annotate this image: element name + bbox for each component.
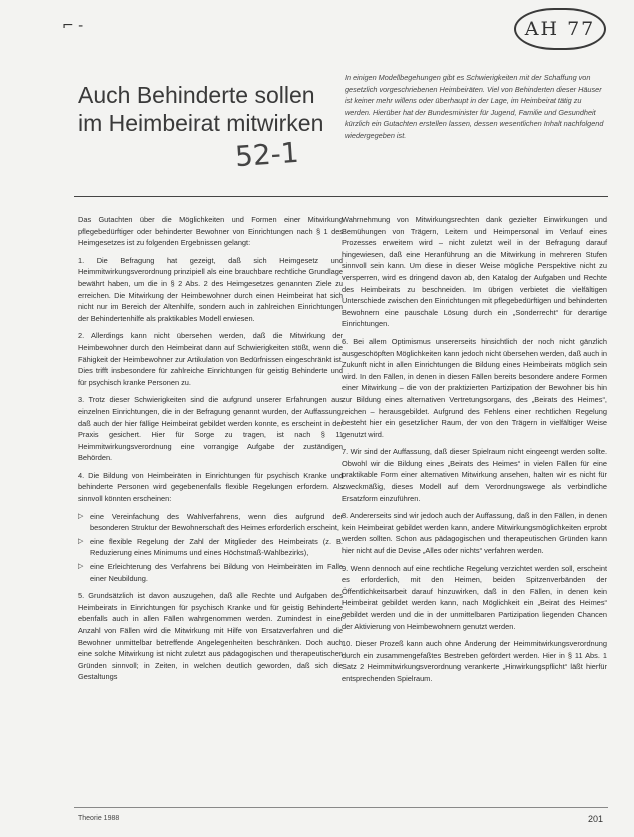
bottom-divider [74,807,608,808]
left-paragraph-2: 1. Die Befragung hat gezeigt, daß sich Heimgesetz und Heimmitwirkungsverordnung prinzipiell als eine brauchbare rechtliche Grundlage bewährt haben, um die in § 2 Abs. 2 des Heimgesetzes genannten Ziele zu erreichen. Die Mitwirkung der Heimbewohner durch einen Heimbeirat hat sich nicht nur im Bereich der Altenhilfe, sondern auch in zahlreichen Einrichtungen der Behindertenhilfe als praktikables Modell erwiesen. [78,255,343,323]
list-item: ▷ eine Vereinfachung des Wahlverfahrens, wenn dies aufgrund der besonderen Struktur der Bewohnerschaft des Heimes erforderlich erscheint, [78,511,343,534]
left-paragraph-4: 3. Trotz dieser Schwierigkeiten sind die aufgrund unserer Erfahrungen aus einzelnen Einrichtungen, die in der Befragung genannt wurden, der Auffassung, daß auch der hier fällige Heimbeirat gebildet werden konnte, es erscheint in der Praxis gesichert. Hier für Sorge zu tragen, ist nach § 11 Heimmitwirkungsverordnung eine vorrangige Aufgabe der zuständigen Behörden. [78,395,343,463]
right-column [342,214,607,691]
handwritten-note: 52-1 [233,135,300,174]
top-divider [74,196,608,197]
right-paragraph-5: 9. Wenn dennoch auf eine rechtliche Regelung verzichtet werden soll, erscheint es erforderlich, mit den Heimen, beiden Spitzenverbänden der Öffentlichkeitsarbeit darauf hinzuwirken, daß in den Fällen, in denen kein Heimbeirat gebildet werden kann, nach Möglichkeit ein „Beirat des Heimes“ gebildet werden und die in der unmittelbaren Partizipation liegenden Chancen der Aktivierung von Heimbewohnern genutzt werden. [342,563,607,631]
left-paragraph-3: 2. Allerdings kann nicht übersehen werden, daß die Mitwirkung der Heimbewohner durch den Heimbeirat dann auf Schwierigkeiten stößt, wenn die Fähigkeit der Heimbewohner zur Artikulation von Bedürfnissen eingeschränkt ist. Dies trifft insbesondere für zahlreiche Einrichtungen für geistig Behinderte und für psychisch kranke Personen zu. [78,331,343,387]
page-number: 201 [588,814,604,824]
left-paragraph-5: 4. Die Bildung von Heimbeiräten in Einrichtungen für psychisch Kranke und behinderte Personen wird gegebenenfalls flexible Regelungen erfordern. Als sinnvoll könnten erscheinen: [78,470,343,504]
archive-stamp: AH 77 [514,8,606,50]
article-title: Auch Behinderte sollen im Heimbeirat mitwirken [78,82,324,137]
left-paragraph-1: Das Gutachten über die Möglichkeiten und Formen einer Mitwirkung pflegebedürftiger oder behinderter Bewohner von Einrichtungen nach § 1 des Heimgesetzes ist zu folgenden Ergebnissen gelangt: [78,215,343,248]
left-column [78,214,343,689]
list-item: ▷ eine flexible Regelung der Zahl der Mitglieder des Heimbeirats (z. B. Reduzierung eines Minimums und eines Höchstmaß-Wahlbezirks), [78,536,343,559]
right-paragraph-3: 7. Wir sind der Auffassung, daß dieser Spielraum nicht eingeengt werden sollte. Obwohl wir die Bildung eines „Beirats des Heimes“ in vielen Fällen für eine praktikable Form einer alternativen Mitwirkung ansehen, halten wir es nicht für zweckmäßig, dieses Modell auf dem Verordnungswege als verbindliche Ersatzform einzuführen. [342,447,607,503]
right-paragraph-1: Wahrnehmung von Mitwirkungsrechten dank gezielter Einwirkungen und Bemühungen von Trägern, Leitern und Heimpersonal im Verlauf eines Prozesses erweitern wird – nicht zuletzt weil in der Befragung darauf hingewiesen, daß eine Heranführung an die Mitwirkung in mehreren Stufen sinnvoll sein kann. Um diese in dieser Weise mögliche Perspektive nicht zu versperren, wird es dringend davon ab, den Katalog der Aufgaben und Rechte des Heimbeirats zu beschneiden. Im übrigen verbietet die vielfältigen Unterschiede zwischen den Einrichtungen mit pflegebedürftigen und behinderten Bewohnern eine pauschale Lösung durch ein „Sonderrecht“ für derartige Einrichtungen. [342,215,607,329]
right-paragraph-6: 10. Dieser Prozeß kann auch ohne Änderung der Heimmitwirkungsverordnung durch ein zusammengefaßtes Bestreben gefördert werden. Hier in § 11 Abs. 1 Satz 2 Heimmitwirkungsverordnung verankerte „Hinwirkungspflicht“ läßt hierfür entsprechenden Spielraum. [342,639,607,683]
left-paragraph-6: 5. Grundsätzlich ist davon auszugehen, daß alle Rechte und Aufgaben des Heimbeirats in Einrichtungen für psychisch Kranke und für geistig Behinderte ebenfalls auch in allen Fällen wahrgenommen werden. Zumindest in einer Anzahl von Fällen wird die Mitwirkung mit Hilfe von Ersatzverfahren und die Bewohner unmittelbar betreffende Angelegenheiten beschränken. Doch auch eine solche Mitwirkung ist nicht zuletzt aus pädagogischen und therapeutischen Gründen sinnvoll; in Zeiten, in welchen deutlich geworden, daß sich die Gestaltungs [78,591,343,682]
list-item: ▷ eine Erleichterung des Verfahrens bei Bildung von Heimbeiräten im Falle einer Neubildung. [78,561,343,584]
regulation-list [78,511,343,585]
article-intro: In einigen Modellbegehungen gibt es Schwierigkeiten mit der Schaffung von gesetzlich vorgeschriebenen Heimbeiräten. Viel von Behinderten dieser Häuser ist keiner mehr willens oder überhaupt in der Lage, im Heimbeirat tätig zu werden. Hierüber hat der Bundesminister für Jugend, Familie und Gesundheit kürzlich ein Gutachten erstellen lassen, dessen wesentlichen Inhalt nachfolgend wiedergegeben ist. [345,73,604,140]
right-paragraph-4: 8. Andererseits sind wir jedoch auch der Auffassung, daß in den Fällen, in denen kein Heimbeirat gebildet werden kann, andere Mitwirkungsmöglichkeiten erprobt werden sollten. Schon aus pädagogischen und therapeutischen Gründen kann hier nicht auf die Devise „Alles oder nichts“ verfahren werden. [342,511,607,556]
right-paragraph-2: 6. Bei allem Optimismus unsererseits hinsichtlich der noch nicht gänzlich ausgeschöpften Möglichkeiten kann jedoch nicht übersehen werden, daß auch in Zukunft nicht in allen Einrichtungen die Bildung eines Heimbeirats möglich sein wird. In den Fällen, in denen in diesen Fällen bereits besondere andere Formen einer Mitwirkung – die von der praktizierten Partizipation der Bewohner bis hin zur Bildung eines alternativen Vertretungsorgans, des „Beirats des Heimes“, reichen – herausgebildet. Aufgrund des Fehlens einer rechtlichen Regelung besteht hier ein gesetzlicher Raum, der von den Trägern in vielfältiger Weise genutzt wird. [342,336,608,439]
footer-source: Theorie 1988 [78,815,120,822]
corner-mark: ⌐ - [62,18,84,34]
